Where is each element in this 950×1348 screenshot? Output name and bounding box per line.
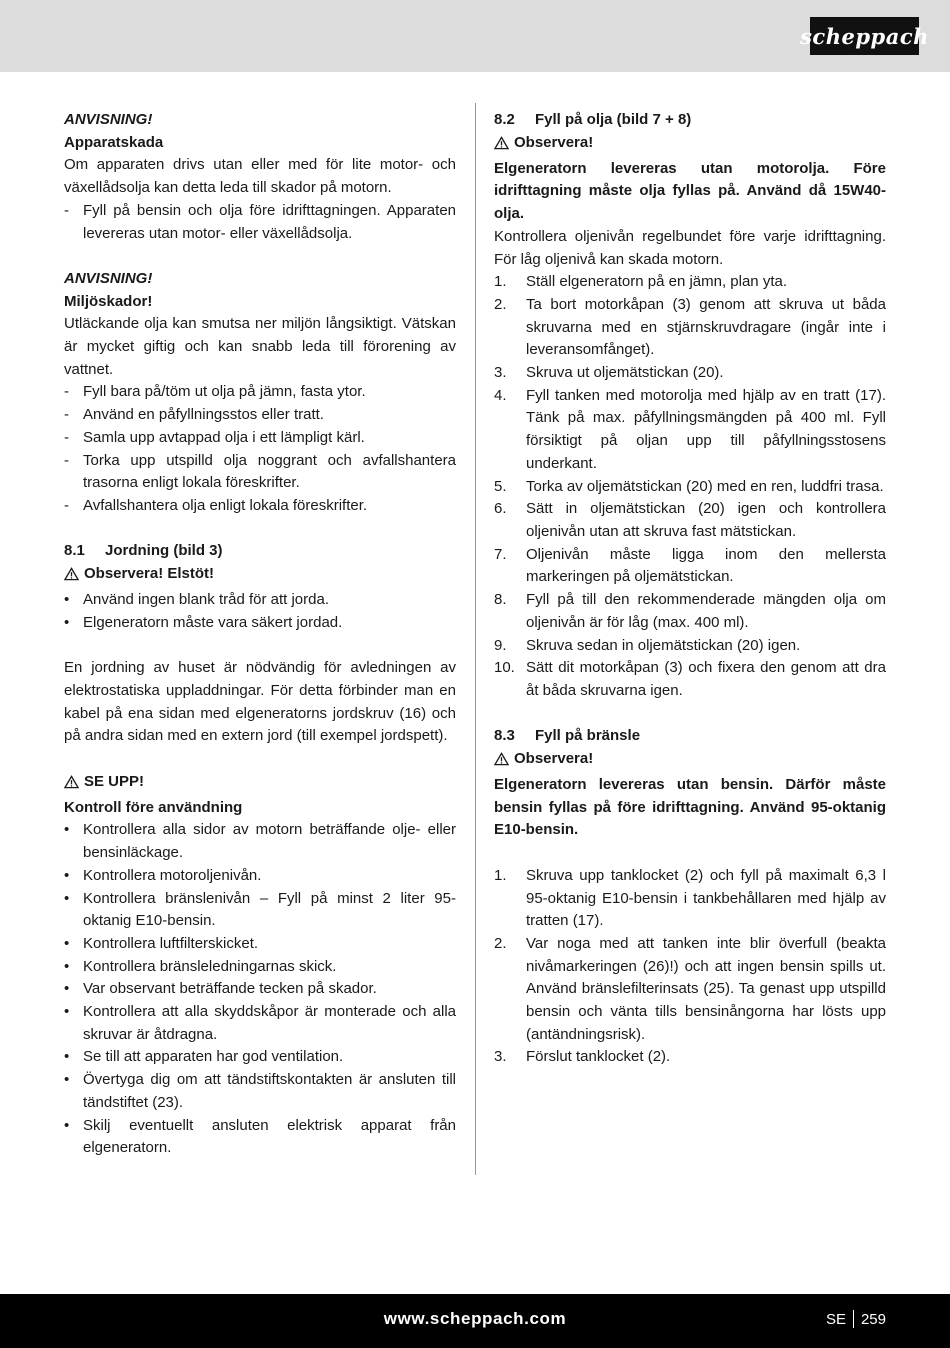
numbered-item xyxy=(494,635,886,658)
item-text: Torka upp utspilld olja noggrant och avfallshantera trasorna enligt lokala föreskrifter. xyxy=(83,451,456,492)
item-text: Använd ingen blank tråd för att jorda. xyxy=(83,591,329,609)
right-column xyxy=(494,109,886,1069)
item-text: Kontrollera motoroljenivån. xyxy=(83,866,262,884)
item-number: 3. xyxy=(494,1048,507,1066)
header-bar xyxy=(0,0,950,72)
item-number: 2. xyxy=(494,934,507,952)
dash-item xyxy=(64,450,456,495)
item-text: Elgeneratorn måste vara säkert jordad. xyxy=(83,613,343,631)
warning-text: Observera! xyxy=(514,750,594,768)
bullet-item xyxy=(64,888,456,933)
page-number-value: 259 xyxy=(860,1310,886,1328)
bullet-item xyxy=(64,865,456,888)
numbered-list xyxy=(494,865,886,1069)
item-text: Kontrollera bränslenivån – Fyll på minst 2 liter 95-oktanig E10-bensin. xyxy=(83,889,456,930)
item-number: 1. xyxy=(494,273,507,291)
section-text: Kontrollera oljenivån regelbundet före varje idrifttagning. För låg oljenivå kan skada motorn. xyxy=(494,227,886,268)
bullet-list xyxy=(64,819,456,1160)
item-text: Fyll tanken med motorolja med hjälp av en tratt (17). Tänk på max. påfyllningsmängden på 400 ml. Fyll försiktigt på oljan upp till påfyllningsstosens underkant. xyxy=(526,386,886,472)
numbered-item xyxy=(494,657,886,702)
caution-line xyxy=(64,771,144,794)
bullet-item xyxy=(64,1069,456,1114)
item-text: Använd en påfyllningsstos eller tratt. xyxy=(83,406,324,424)
item-number: 9. xyxy=(494,636,507,654)
item-marker: - xyxy=(64,406,69,424)
numbered-item xyxy=(494,498,886,543)
item-number: 2. xyxy=(494,295,507,313)
numbered-item xyxy=(494,1046,886,1069)
item-number: 6. xyxy=(494,500,507,518)
dash-item xyxy=(64,200,456,245)
numbered-item xyxy=(494,933,886,1047)
item-text: Förslut tanklocket (2). xyxy=(526,1048,671,1066)
dash-item xyxy=(64,381,456,404)
section-title: Fyll på bränsle xyxy=(535,727,641,745)
item-text: Skruva upp tanklocket (2) och fyll på maximalt 6,3 l 95-oktanig E10-bensin i tankbehållaren med hjälp av tratten (17). xyxy=(526,866,886,930)
section-number: 8.3 xyxy=(494,727,515,745)
numbered-list xyxy=(494,271,886,702)
separator xyxy=(853,1310,854,1328)
item-marker: • xyxy=(64,934,70,952)
item-marker: • xyxy=(64,1071,70,1089)
item-text: Ställ elgeneratorn på en jämn, plan yta. xyxy=(526,273,787,291)
notice-dash-list xyxy=(64,381,456,517)
section-title: Fyll på olja (bild 7 + 8) xyxy=(535,111,692,128)
item-marker: • xyxy=(64,957,70,975)
section-heading xyxy=(64,540,456,563)
item-number: 1. xyxy=(494,866,507,884)
item-text: Sätt dit motorkåpan (3) och fixera den genom att dra åt båda skruvarna igen. xyxy=(526,659,886,699)
dash-item xyxy=(64,495,456,518)
bullet-list xyxy=(64,589,456,634)
item-text: Skilj eventuellt ansluten elektrisk apparat från elgeneratorn. xyxy=(83,1116,456,1157)
bullet-item xyxy=(64,1115,456,1160)
item-text: Samla upp avtappad olja i ett lämpligt kärl. xyxy=(83,428,365,446)
numbered-item xyxy=(494,865,886,933)
item-text: Var observant beträffande tecken på skador. xyxy=(83,980,377,998)
item-text: Ta bort motorkåpan (3) genom att skruva ut båda skruvarna med en stjärnskruvdragare (ingår inte i leveransomfånget). xyxy=(526,295,886,359)
notice-text: Om apparaten drivs utan eller med för lite motor- och växellådsolja kan detta leda till skador på motorn. xyxy=(64,156,456,197)
item-marker: • xyxy=(64,613,70,631)
warning-triangle-icon xyxy=(494,752,509,766)
item-text: Var noga med att tanken inte blir överfull (beakta nivåmarkeringen (26)!) och att ingen bensin spills ut. Använd bränslefilterinsats (25). Ta genast upp utspilld bensin och vänta tills bensinångorna har lösts upp (antändningsrisk). xyxy=(526,934,886,1043)
numbered-item xyxy=(494,294,886,362)
item-text: Kontrollera luftfilterskicket. xyxy=(83,934,259,952)
column-divider xyxy=(475,103,476,1175)
item-text: Skruva sedan in oljemätstickan (20) igen. xyxy=(526,636,801,654)
item-marker: • xyxy=(64,1048,70,1066)
item-text: Skruva ut oljemätstickan (20). xyxy=(526,364,724,382)
caution-label: SE UPP! xyxy=(84,772,145,790)
section-number: 8.2 xyxy=(494,111,515,128)
item-text: Fyll på bensin och olja före idrifttagningen. Apparaten levereras utan motor- eller växellådsolja. xyxy=(83,201,456,242)
bullet-item xyxy=(64,1001,456,1046)
section-bold-text: Elgeneratorn levereras utan bensin. Därför måste bensin fyllas på före idrifttagning. Använd 95-oktanig E10-bensin. xyxy=(494,776,886,839)
item-marker: • xyxy=(64,980,70,998)
section-number: 8.1 xyxy=(64,542,85,560)
item-text: Övertyga dig om att tändstiftskontakten är ansluten till tändstiftet (23). xyxy=(83,1071,456,1111)
item-text: Torka av oljemätstickan (20) med en ren, luddfri trasa. xyxy=(526,477,884,495)
bullet-item xyxy=(64,978,456,1001)
item-marker: - xyxy=(64,201,69,219)
dash-item xyxy=(64,427,456,450)
section-text: En jordning av huset är nödvändig för avledningen av elektrostatiska uppladdningar. För detta förbinder man en kabel på ena sidan med elgeneratorns jordskruv (16) och på andra sidan med en extern jord (till exempel jordspett). xyxy=(64,659,456,745)
bullet-item xyxy=(64,612,456,635)
item-number: 4. xyxy=(494,386,507,404)
item-marker: • xyxy=(64,889,70,907)
section-title: Jordning (bild 3) xyxy=(105,542,223,560)
numbered-item xyxy=(494,271,886,294)
item-number: 8. xyxy=(494,591,507,609)
notice-title: Miljöskador! xyxy=(64,292,153,310)
item-number: 10. xyxy=(494,659,515,677)
item-text: Sätt in oljemätstickan (20) igen och kontrollera oljenivån utan att skruva fast mätstickan. xyxy=(526,500,886,540)
numbered-item xyxy=(494,544,886,589)
numbered-item xyxy=(494,385,886,476)
item-marker: - xyxy=(64,383,69,401)
item-text: Kontrollera att alla skyddskåpor är monterade och alla skruvar är åtdragna. xyxy=(83,1003,456,1043)
page-number xyxy=(826,1310,886,1328)
bullet-item xyxy=(64,819,456,864)
section-heading xyxy=(494,109,886,132)
numbered-item xyxy=(494,362,886,385)
item-text: Oljenivån måste ligga inom den mellersta markeringen på oljemätstickan. xyxy=(526,545,886,586)
item-text: Kontrollera alla sidor av motorn beträffande olje- eller bensinläckage. xyxy=(83,821,456,862)
warning-line xyxy=(64,563,214,586)
bullet-item xyxy=(64,956,456,979)
section-heading xyxy=(494,725,886,748)
item-number: 5. xyxy=(494,477,507,495)
notice-dash-list xyxy=(64,200,456,245)
caution-title: Kontroll före användning xyxy=(64,798,243,816)
item-marker: - xyxy=(64,496,69,514)
language-code: SE xyxy=(825,1310,846,1328)
item-text: Se till att apparaten har god ventilation. xyxy=(83,1048,344,1066)
item-text: Kontrollera bränsleledningarnas skick. xyxy=(83,957,337,975)
item-marker: • xyxy=(64,1116,70,1134)
numbered-item xyxy=(494,476,886,499)
warning-line xyxy=(494,132,593,155)
warning-text: Observera! xyxy=(514,133,594,151)
numbered-item xyxy=(494,589,886,634)
notice-label: ANVISNING! xyxy=(64,269,153,287)
bullet-item xyxy=(64,933,456,956)
warning-triangle-icon xyxy=(64,567,79,581)
item-number: 3. xyxy=(494,364,507,382)
footer-bar xyxy=(0,1294,950,1348)
warning-triangle-icon xyxy=(494,136,509,150)
dash-item xyxy=(64,404,456,427)
item-marker: - xyxy=(64,451,69,469)
item-text: Fyll på till den rekommenderade mängden olja om oljenivån är för låg (max. 400 ml). xyxy=(526,591,886,631)
warning-text: Observera! Elstöt! xyxy=(84,565,215,583)
bullet-item xyxy=(64,589,456,612)
item-text: Fyll bara på/töm ut olja på jämn, fasta ytor. xyxy=(83,383,366,401)
notice-text: Utläckande olja kan smutsa ner miljön långsiktigt. Vätskan är mycket giftig och kan snabb leda till förorening av vattnet. xyxy=(64,315,456,378)
section-bold-text: Elgeneratorn levereras utan motorolja. Före idrifttagning måste olja fyllas på. Använd då 15W40-olja. xyxy=(494,159,886,223)
item-marker: • xyxy=(64,821,70,839)
notice-label: ANVISNING! xyxy=(64,111,153,128)
website-link[interactable]: www.scheppach.com xyxy=(383,1309,567,1328)
left-column xyxy=(64,109,456,1160)
item-marker: - xyxy=(64,428,69,446)
notice-title: Apparatskada xyxy=(64,133,164,151)
item-number: 7. xyxy=(494,545,507,563)
scheppach-logo: scheppach xyxy=(810,17,919,55)
item-text: Avfallshantera olja enligt lokala föreskrifter. xyxy=(83,496,368,514)
warning-triangle-icon xyxy=(64,775,79,789)
bullet-item xyxy=(64,1046,456,1069)
warning-line xyxy=(494,748,593,771)
item-marker: • xyxy=(64,1003,70,1021)
item-marker: • xyxy=(64,866,70,884)
item-marker: • xyxy=(64,591,70,609)
